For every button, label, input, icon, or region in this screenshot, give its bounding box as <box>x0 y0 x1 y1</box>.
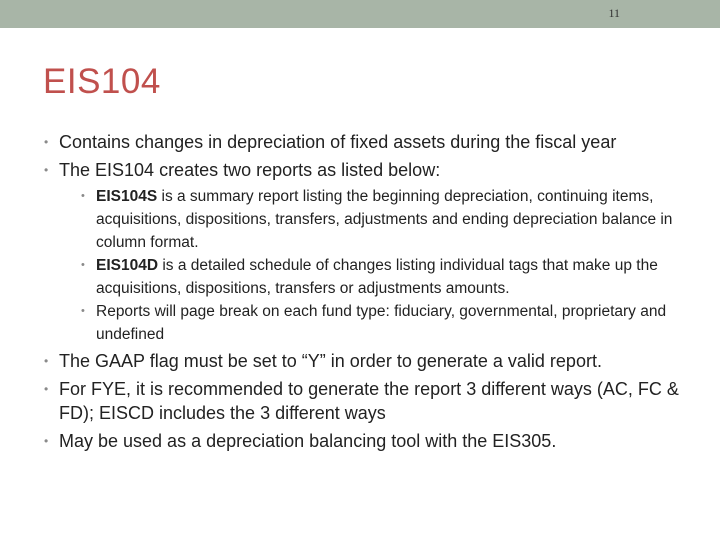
bullet-dot-icon: • <box>44 381 49 396</box>
sub-bullet-text: is a summary report listing the beginning depreciation, continuing items, acquisitions, dispositions, transfers, adjustments and ending depreciation balance in column format. <box>96 188 673 251</box>
bullet-dot-icon: • <box>81 259 85 271</box>
bullet-text: May be used as a depreciation balancing tool with the EIS305. <box>59 430 557 451</box>
sub-bullet-text: is a detailed schedule of changes listing individual tags that make up the acquisitions, dispositions, transfers or adjustments amounts. <box>96 257 658 297</box>
sub-bullet-item <box>81 254 693 300</box>
bullet-item <box>44 377 704 426</box>
bullet-list <box>44 130 704 453</box>
sub-bullet-list <box>81 185 693 346</box>
bullet-item <box>44 130 704 155</box>
bullet-dot-icon: • <box>44 354 49 368</box>
bullet-item <box>44 429 704 454</box>
sub-bullet-item <box>81 300 693 346</box>
bullet-text: For FYE, it is recommended to generate the report 3 different ways (AC, FC & FD); EISCD includes the 3 different ways <box>59 378 679 423</box>
bullet-dot-icon: • <box>81 190 85 202</box>
bullet-item <box>44 349 704 374</box>
bullet-item <box>44 158 704 347</box>
report-name: EIS104S <box>96 188 158 205</box>
bullet-dot-icon: • <box>44 135 49 149</box>
bullet-text: Contains changes in depreciation of fixed assets during the fiscal year <box>59 132 617 152</box>
sub-bullet-item <box>81 185 693 254</box>
bullet-text: The GAAP flag must be set to “Y” in order to generate a valid report. <box>59 351 602 371</box>
top-bar <box>0 0 720 28</box>
slide-content <box>44 130 704 456</box>
sub-bullet-text: Reports will page break on each fund type: fiduciary, governmental, proprietary and undefined <box>96 303 667 343</box>
page-number: 11 <box>608 6 620 20</box>
slide-title: EIS104 <box>43 62 161 101</box>
bullet-text: The EIS104 creates two reports as listed below: <box>59 159 441 180</box>
report-name: EIS104D <box>96 257 159 274</box>
bullet-dot-icon: • <box>44 433 49 448</box>
bullet-dot-icon: • <box>81 305 85 317</box>
bullet-dot-icon: • <box>44 162 49 177</box>
